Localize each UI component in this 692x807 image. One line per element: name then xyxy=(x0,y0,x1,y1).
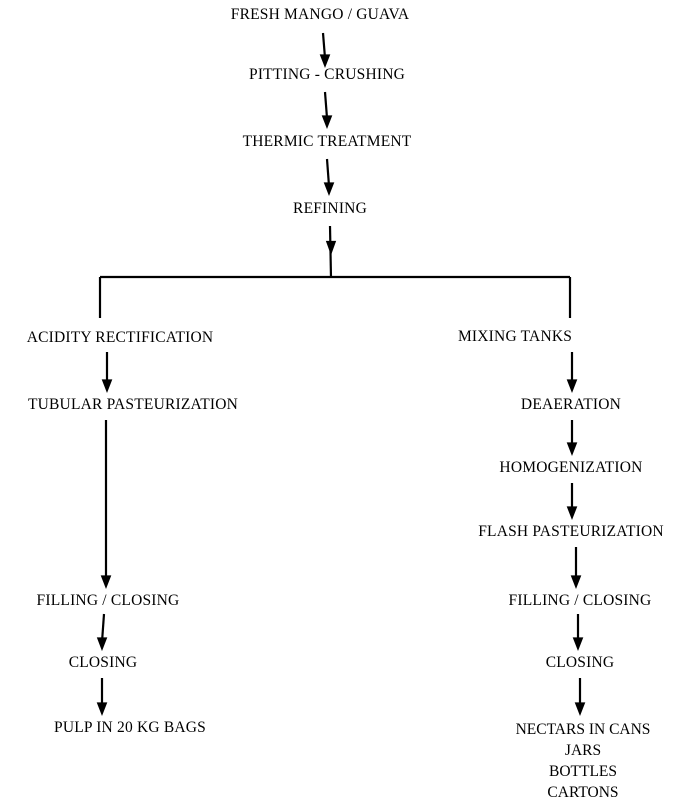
arrowhead-flash-to-fillingright xyxy=(572,577,579,587)
node-homogenization: HOMOGENIZATION xyxy=(499,459,643,476)
arrowhead-acidity-to-tubular xyxy=(103,381,110,391)
arrowhead-fillingleft-to-closingleft xyxy=(98,639,105,649)
node-filling-closing-right: FILLING / CLOSING xyxy=(508,592,652,609)
node-filling-closing-left: FILLING / CLOSING xyxy=(36,592,180,609)
node-thermic-treatment: THERMIC TREATMENT xyxy=(242,133,412,150)
arrowhead-thermic-to-refining xyxy=(325,184,332,194)
arrow-pitting-to-thermic xyxy=(325,92,327,118)
arrowhead-homogenization-to-flash xyxy=(568,508,575,518)
arrow-fresh-to-pitting xyxy=(323,33,325,58)
arrowhead-closingright-to-nectars xyxy=(576,704,583,714)
node-deaeration: DEAERATION xyxy=(520,396,622,413)
output-line-cartons: CARTONS xyxy=(547,784,619,801)
node-flash-pasteurization: FLASH PASTEURIZATION xyxy=(478,523,664,540)
arrow-refining-down xyxy=(330,226,331,278)
arrowhead-fresh-to-pitting xyxy=(321,56,328,66)
arrowhead-deaeration-to-homogenization xyxy=(568,444,575,454)
node-pulp-in-bags: PULP IN 20 KG BAGS xyxy=(53,719,207,736)
node-closing-left: CLOSING xyxy=(68,654,138,671)
node-acidity-rectification: ACIDITY RECTIFICATION xyxy=(26,329,214,346)
node-nectars-outputs xyxy=(516,719,651,803)
output-line-bottles: BOTTLES xyxy=(548,763,618,780)
node-fresh-mango-guava: FRESH MANGO / GUAVA xyxy=(230,6,410,23)
output-line-jars: JARS xyxy=(564,742,602,759)
arrowhead-fillingright-to-closingright xyxy=(574,639,581,649)
arrowhead-closingleft-to-pulp xyxy=(98,704,105,714)
node-pitting-crushing: PITTING - CRUSHING xyxy=(248,66,406,83)
node-closing-right: CLOSING xyxy=(545,654,615,671)
node-mixing-tanks: MIXING TANKS xyxy=(457,328,573,345)
node-refining: REFINING xyxy=(293,200,367,217)
arrowhead-pitting-to-thermic xyxy=(323,117,330,127)
arrowhead-tubular-to-filling xyxy=(102,577,109,587)
node-tubular-pasteurization: TUBULAR PASTEURIZATION xyxy=(27,396,239,413)
arrow-fillingleft-to-closingleft xyxy=(102,614,104,642)
arrow-thermic-to-refining xyxy=(327,159,329,186)
output-line-nectars-in-cans: NECTARS IN CANS xyxy=(515,721,651,738)
arrowhead-refining-down xyxy=(327,242,334,252)
arrowhead-mixing-to-deaeration xyxy=(568,381,575,391)
